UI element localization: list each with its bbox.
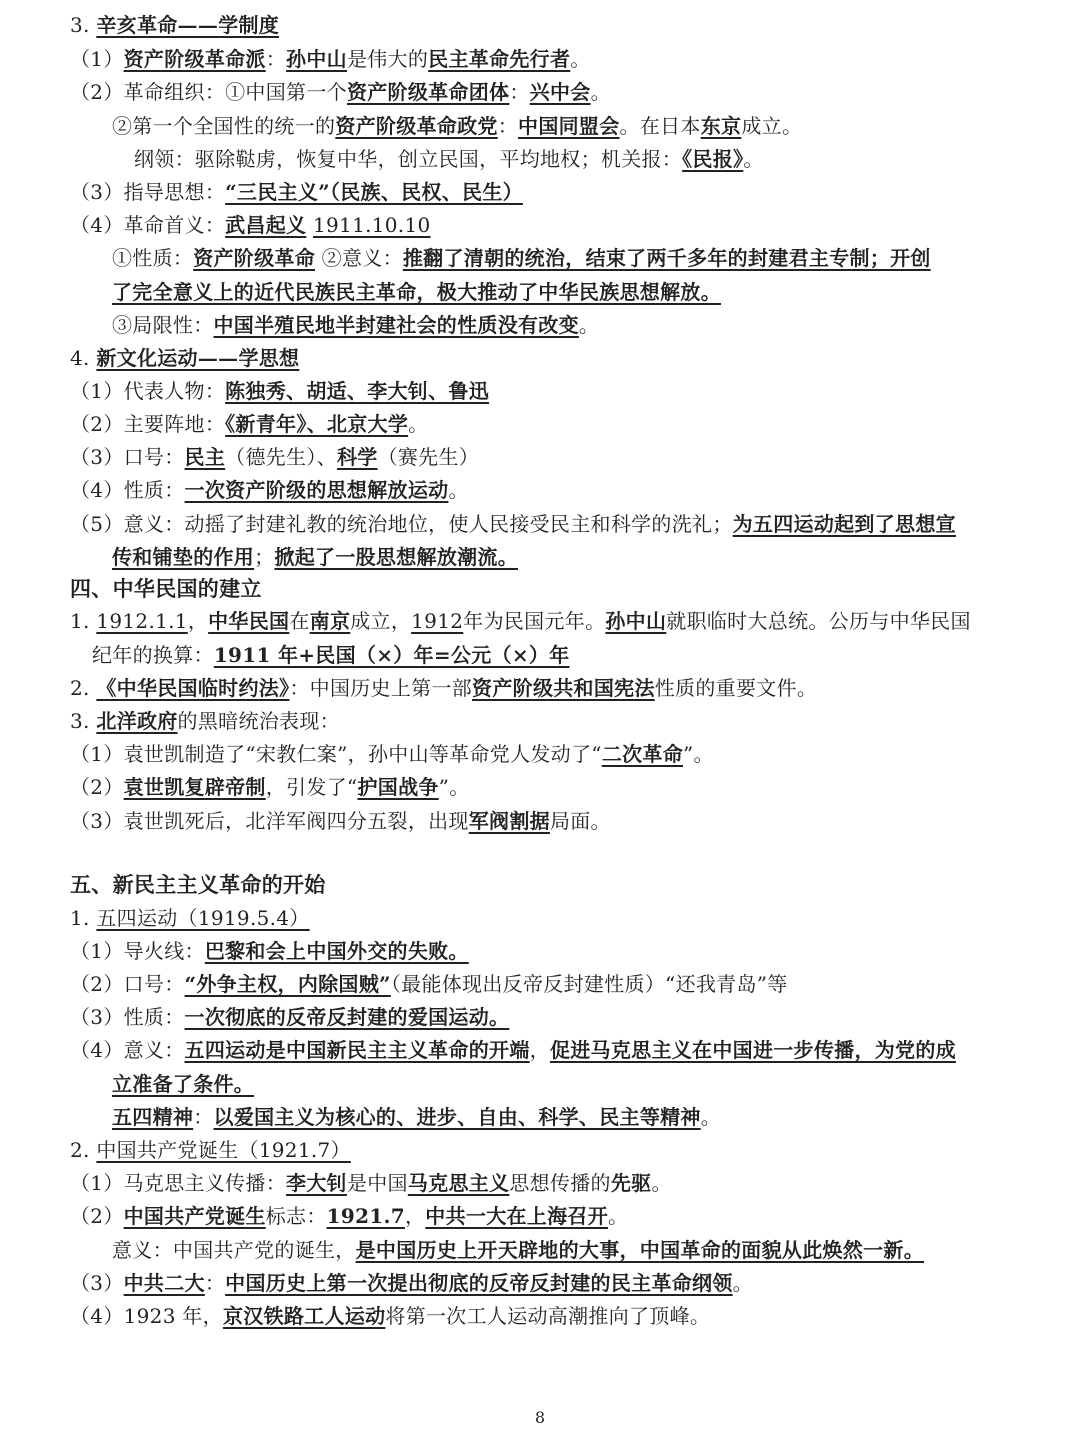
line-beiyang-government [70,705,340,738]
text-segment: ， [529,1038,550,1062]
text-segment: （3）性质： [70,1005,185,1029]
text-segment: 传和铺垫的作用 [112,545,255,569]
text-segment: 促进马克思主义在中国进一步传播，为党的成 [549,1038,956,1062]
text-segment: ①性质： [112,246,194,270]
text-segment: 。 [408,412,429,436]
text-segment: 北洋政府 [96,709,178,733]
text-segment: 1. [70,906,97,930]
text-segment: 中华民国 [208,609,290,633]
text-segment: 资产阶级革命 [193,246,316,270]
text-segment: 中共一大在上海召开 [425,1204,608,1228]
line-significance-new-culture-cont [112,541,518,574]
text-segment: （2）主要阵地： [70,412,226,436]
text-segment: 四、中华民国的建立 [70,576,262,601]
line-significance-new-culture [70,508,956,541]
line-cpc-founded-heading [70,1134,351,1167]
text-segment: ； [254,545,275,569]
text-segment: ”。 [438,775,470,799]
text-segment: 纪年的换算： [92,643,214,667]
text-segment: （1）马克思主义传播： [70,1171,287,1195]
text-segment: （4）意义： [70,1038,185,1062]
text-segment: 武昌起义 [225,213,307,237]
text-segment: 东京 [700,114,742,138]
text-segment: 1921.7 [326,1204,405,1228]
line-nature-new-culture [70,474,469,507]
text-segment: （最能体现出反帝反封建性质）“还我青岛”等 [390,972,788,996]
line-revolutionary-organization [70,76,611,109]
line-section-4-heading [70,342,299,375]
text-segment [306,213,313,237]
line-guiding-ideology [70,176,523,209]
line-revolutionary-faction [70,43,591,76]
text-segment: 科学 [336,445,378,469]
text-segment: （3）口号： [70,445,185,469]
text-segment: 性质的重要文件。 [654,676,818,700]
text-segment: （1）代表人物： [70,379,226,403]
line-marxism-spread [70,1167,672,1200]
line-cpc-founding-mark [70,1200,628,1233]
text-segment: （2）革命组织：①中国第一个 [70,80,347,104]
text-segment: 中国半殖民地半封建社会的性质没有改变 [213,313,579,337]
text-segment: 的黑暗统治表现： [177,709,340,733]
text-segment: 军阀割据 [468,809,550,833]
text-segment: （赛先生） [377,445,480,469]
line-may-fourth-spirit [112,1101,721,1134]
text-segment: 年为民国元年。 [463,609,606,633]
text-segment: （3）指导思想： [70,180,226,204]
text-segment: 3. [70,13,97,37]
line-warlords [70,805,611,838]
text-segment: 。 [608,1204,629,1228]
text-segment: 。 [651,1171,672,1195]
text-segment: 袁世凯复辟帝制 [123,775,266,799]
text-segment: 成立。 [741,114,803,138]
text-segment: 中国历史上第一次提出彻底的反帝反封建的民主革命纲领 [225,1271,733,1295]
text-segment: （1）袁世凯制造了“宋教仁案”，孙中山等革命党人发动了“ [70,742,602,766]
text-segment: 推翻了清朝的统治，结束了两千多年的封建君主专制；开创 [402,246,931,270]
text-segment: 孙中山 [286,47,347,71]
text-segment: “外争主权，内除国贼” [184,972,391,996]
line-limitation [112,309,599,342]
text-segment: 李大钊 [286,1171,347,1195]
text-segment: ③局限性： [112,313,214,337]
line-trigger [70,935,469,968]
text-segment: 护国战争 [357,775,439,799]
text-segment: 陈独秀、胡适、李大钊、鲁迅 [225,379,490,403]
line-nature-significance [112,242,931,275]
text-segment: 3. [70,709,97,733]
text-segment: ， [187,609,209,633]
text-segment: 。 [578,313,600,337]
text-segment: 新文化运动——学思想 [96,346,300,370]
line-provisional-constitution [70,672,817,705]
text-segment: ： [193,1105,214,1129]
text-segment: 五、新民主主义革命的开始 [70,872,326,897]
text-segment: 兴中会 [529,80,591,104]
text-segment: 为五四运动起到了思想宣 [732,512,956,536]
text-segment: 4. [70,346,97,370]
text-segment: 。 [448,478,469,502]
text-segment: 成立， [350,609,412,633]
text-segment: 京汉铁路工人运动 [222,1304,386,1328]
text-segment: 1911.10.10 [313,213,431,237]
page-number: 8 [534,1408,546,1427]
text-segment: 中国共产党诞生（1921.7） [96,1138,351,1162]
text-segment: 。 [570,47,591,71]
line-representatives [70,375,489,408]
text-segment: 思想传播的 [509,1171,611,1195]
text-segment: 马克思主义 [407,1171,510,1195]
text-segment: 民主革命先行者 [428,47,571,71]
text-segment: 先驱 [610,1171,652,1195]
text-segment: 1912.1.1 [96,609,188,633]
text-segment: 就职临时大总统。公历与中华民国 [666,609,971,633]
line-may-fourth-nature [70,1001,509,1034]
section-heading-five [70,868,326,901]
text-segment: （2）口号： [70,972,185,996]
line-section-3-heading [70,9,279,42]
text-segment: 将第一次工人运动高潮推向了顶峰。 [385,1304,711,1328]
text-segment: 掀起了一股思想解放潮流。 [274,545,519,569]
text-segment: （德先生）、 [225,445,337,469]
text-segment: 一次彻底的反帝反封建的爱国运动。 [184,1005,510,1029]
text-segment: 资产阶级革命派 [123,47,266,71]
text-segment: （4）1923 年， [70,1304,223,1328]
line-second-congress [70,1267,753,1300]
text-segment: 五四精神 [112,1105,194,1129]
line-significance-continued [112,276,721,309]
text-segment: 1912 [411,609,464,633]
line-year-conversion [92,639,569,672]
line-tongmenghui [112,110,802,143]
text-segment: ②第一个全国性的统一的 [112,114,336,138]
text-segment: （2） [70,775,124,799]
text-segment: 以爱国主义为核心的、进步、自由、科学、民主等精神 [213,1105,701,1129]
text-segment: 。 [732,1271,753,1295]
text-segment: ： [497,114,519,138]
text-segment: 2. [70,1138,97,1162]
text-segment: 一次资产阶级的思想解放运动 [184,478,449,502]
text-segment: “三民主义”（民族、民权、民生） [225,180,523,204]
text-segment: 在 [289,609,310,633]
text-segment: ”。 [683,742,714,766]
text-segment: 中共二大 [123,1271,205,1295]
line-program-minbao [134,143,764,176]
text-segment: （2） [70,1204,124,1228]
text-segment: （3）袁世凯死后，北洋军阀四分五裂，出现 [70,809,469,833]
text-segment: 。 [743,147,764,171]
text-segment: 资产阶级共和国宪法 [472,676,655,700]
text-segment: （1）导火线： [70,939,205,963]
section-heading-four [70,572,262,605]
text-segment: （5）意义：动摇了封建礼教的统治地位，使人民接受民主和科学的洗礼； [70,512,733,536]
text-segment: 立准备了条件。 [112,1072,255,1096]
line-main-base [70,408,428,441]
text-segment: 。在日本 [619,114,701,138]
text-segment: ： [509,80,530,104]
text-segment: ②意义： [315,246,403,270]
line-cpc-significance [112,1234,924,1267]
line-railway-strike [70,1300,710,1333]
text-segment: 是中国历史上开天辟地的大事，中国革命的面貌从此焕然一新。 [355,1238,925,1262]
text-segment: 1. [70,609,97,633]
text-segment: 二次革命 [601,742,684,766]
line-may-fourth-heading [70,902,310,935]
text-segment: （3） [70,1271,124,1295]
line-may-fourth-significance-cont [112,1068,254,1101]
text-segment: 五四运动是中国新民主主义革命的开端 [184,1038,530,1062]
text-segment: （4）性质： [70,478,185,502]
text-segment: 辛亥革命——学制度 [96,13,280,37]
text-segment: 资产阶级革命团体 [346,80,510,104]
text-segment: 《民报》 [682,147,744,171]
text-segment: ：中国历史上第一部 [289,676,473,700]
text-segment: 《中华民国临时约法》 [96,676,290,700]
text-segment: 中国共产党诞生 [123,1204,266,1228]
text-segment: 民主 [184,445,226,469]
text-segment: 是伟大的 [346,47,429,71]
line-wuchang-uprising [70,209,431,242]
text-segment: （4）革命首义： [70,213,226,237]
text-segment: 。 [590,80,611,104]
text-segment: 资产阶级革命政党 [335,114,498,138]
text-segment: （1） [70,47,124,71]
text-segment: ： [265,47,287,71]
line-roc-founded [70,605,971,638]
line-restoration [70,771,470,804]
text-segment: 2. [70,676,97,700]
text-segment: 标志： [265,1204,327,1228]
text-segment: 五四运动（1919.5.4） [96,906,310,930]
text-segment: 中国同盟会 [518,114,620,138]
text-segment: 局面。 [549,809,611,833]
text-segment: 1911 年+民国（×）年=公元（×）年 [213,643,570,667]
text-segment: 纲领：驱除鞑虏，恢复中华，创立民国，平均地权；机关报： [134,147,683,171]
line-may-fourth-slogan [70,968,788,1001]
text-segment: 了完全意义上的近代民族民主革命，极大推动了中华民族思想解放。 [112,280,721,304]
text-segment: 。 [700,1105,722,1129]
text-segment: ： [204,1271,226,1295]
line-may-fourth-significance [70,1034,956,1067]
text-segment: 孙中山 [605,609,667,633]
text-segment: ， [404,1204,426,1228]
text-segment: 南京 [309,609,351,633]
line-slogan [70,441,479,474]
text-segment: 《新青年》、北京大学 [225,412,409,436]
text-segment: 巴黎和会上中国外交的失败。 [204,939,469,963]
line-song-jiaoren-case [70,738,714,771]
text-segment: 意义：中国共产党的诞生， [112,1238,356,1262]
text-segment: 是中国 [346,1171,408,1195]
text-segment: ，引发了“ [265,775,358,799]
